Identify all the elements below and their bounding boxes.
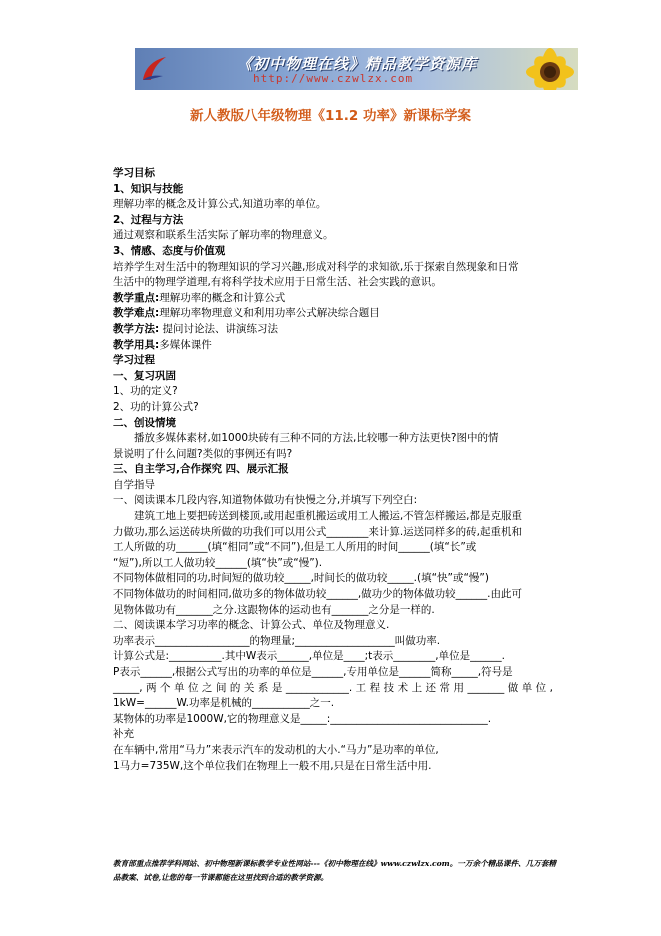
banner-url: http://www.czwlzx.com <box>253 72 414 85</box>
text-line: 学习目标 <box>113 167 155 179</box>
text-line <box>113 338 553 354</box>
text-line: 通过观察和联系生活实际了解功率的物理意义。 <box>113 229 334 242</box>
text-line: 1马力=735W,这个单位我们在物理上一般不用,只是在日常生活中用. <box>113 759 432 772</box>
text-line: 三、自主学习,合作探究 四、展示汇报 <box>113 463 289 476</box>
text-line <box>113 291 553 307</box>
text-line: 工人所做的功______(填“相同”或“不同”),但是工人所用的时间______(填“长”或 <box>113 541 477 554</box>
document-body <box>113 166 553 774</box>
text-line: 补充 <box>113 728 134 741</box>
text-line: 生活中的物理学道理,有将科学技术应用于日常生活、社会实践的意识。 <box>113 276 442 289</box>
text-line: 景说明了什么问题?类似的事例还有吗? <box>113 447 293 460</box>
text-line: 某物体的功率是1000W,它的物理意义是_____:______________________________. <box>113 712 492 725</box>
text-line: 自学指导 <box>113 478 155 491</box>
text-line: 2、功的计算公式? <box>113 400 199 413</box>
text-line: 1、知识与技能 <box>113 182 184 195</box>
text-line: 培养学生对生活中的物理知识的学习兴趣,形成对科学的求知欲,乐于探索自然现象和日常 <box>113 260 519 273</box>
text-line: _____,两个单位之间的关系是____________.工程技术上还常用_______做单位, <box>113 681 553 694</box>
text-line: 理解功率的概念及计算公式,知道功率的单位。 <box>113 198 327 211</box>
line-label: 教学用具: <box>113 338 160 351</box>
header-banner <box>135 48 578 90</box>
text-line: 二、阅读课本学习功率的概念、计算公式、单位及物理意义. <box>113 619 390 632</box>
text-line: 一、阅读课本几段内容,知道物体做功有快慢之分,并填写下列空白: <box>113 494 418 507</box>
text-line: 播放多媒体素材,如1000块砖有三种不同的方法,比较哪一种方法更快?图中的情 <box>134 432 499 445</box>
text-line: P表示______,根据公式写出的功率的单位是______,专用单位是______简称_____,符号是 <box>113 666 513 678</box>
sunflower-icon <box>510 48 574 90</box>
text-line: 二、创设情境 <box>113 416 176 429</box>
text-line: 3、情感、态度与价值观 <box>113 244 226 257</box>
line-text: 提问讨论法、讲演练习法 <box>159 322 279 335</box>
logo-swoosh-icon <box>139 54 169 84</box>
text-line: 2、过程与方法 <box>113 213 184 226</box>
line-text: 多媒体课件 <box>159 338 212 351</box>
text-line: 见物体做功有_______之分.这跟物体的运动也有_______之分是一样的. <box>113 603 435 616</box>
footer-note: 教育部重点推荐学科网站、初中物理新课标教学专业性网站---《初中物理在线》www.czwlzx.com。一万余个精品课件、几万套精品教案、试卷,让您的每一节课都能在这里找到合适的教学资源。 <box>113 859 557 882</box>
text-line: 不同物体做功的时间相同,做功多的物体做功较______,做功少的物体做功较______.由此可 <box>113 588 523 601</box>
text-line: 力做功,那么运送砖块所做的功我们可以用公式________来计算.运送同样多的砖,起重机和 <box>113 525 523 538</box>
text-line: 建筑工地上要把砖送到楼顶,或用起重机搬运或用工人搬运,不管怎样搬运,都是克服重 <box>134 510 523 523</box>
text-line: 功率表示__________________的物理量;___________________叫做功率. <box>113 634 441 647</box>
document-title: 新人教版八年级物理《11.2 功率》新课标学案 <box>189 108 471 124</box>
text-line: 在车辆中,常用“马力”来表示汽车的发动机的大小.“马力”是功率的单位, <box>113 743 439 756</box>
text-line: 学习过程 <box>113 354 155 367</box>
line-text: 理解功率的概念和计算公式 <box>159 291 286 304</box>
text-line <box>113 306 553 322</box>
text-line: “短”),所以工人做功较______(填“快”或“慢”). <box>113 556 323 569</box>
banner-title: 《初中物理在线》精品教学资源库 <box>237 55 478 73</box>
text-line: 计算公式是:__________.其中W表示______,单位是____;t表示________,单位是______. <box>113 650 505 663</box>
text-line: 1kW=______W.功率是机械的___________之一. <box>113 697 335 710</box>
line-label: 教学重点: <box>113 291 160 304</box>
text-line: 1、功的定义? <box>113 385 178 398</box>
text-line: 不同物体做相同的功,时间短的做功较_____,时间长的做功较_____.(填“快”或“慢”) <box>113 572 489 585</box>
line-text: 理解功率物理意义和利用功率公式解决综合题目 <box>159 307 380 320</box>
text-line <box>113 322 553 338</box>
line-label: 教学难点: <box>113 307 160 320</box>
text-line: 一、复习巩固 <box>113 369 176 382</box>
line-label: 教学方法: <box>113 322 160 335</box>
